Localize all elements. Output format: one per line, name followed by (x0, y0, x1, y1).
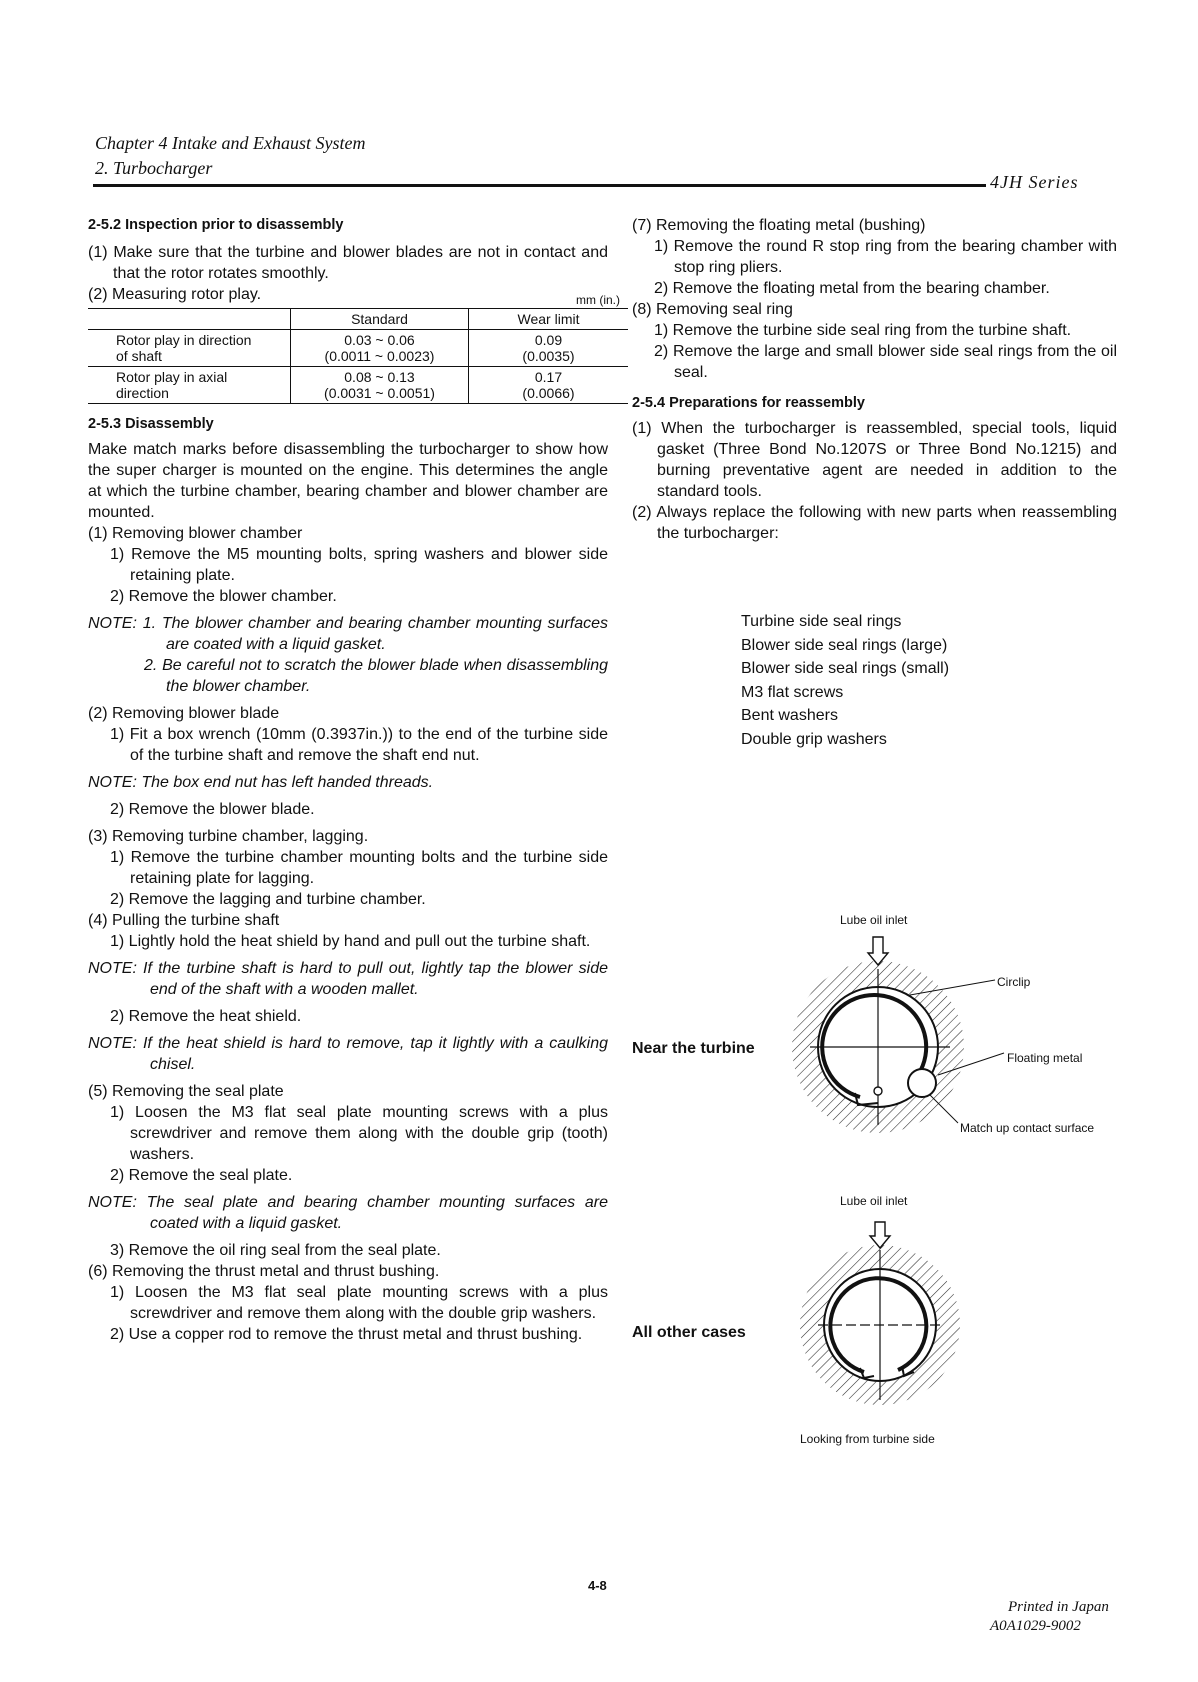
printed-in-label: Printed in Japan (1008, 1599, 1109, 1615)
row-standard: 0.03 ~ 0.06 (0.0011 ~ 0.0023) (291, 330, 469, 367)
step-4: (4) Pulling the turbine shaft (88, 912, 280, 929)
step-5-1: 1) Loosen the M3 flat seal plate mounting screws with a plus screwdriver and remove them along with the double grip (tooth) washers. (110, 1104, 608, 1163)
step-6-1: 1) Loosen the M3 flat seal plate mounting screws with a plus screwdriver and remove them along with the double grip washers. (110, 1284, 608, 1322)
step-3-1: 1) Remove the turbine chamber mounting bolts and the turbine side retaining plate for lagging. (110, 849, 608, 887)
step-7: (7) Removing the floating metal (bushing) (632, 217, 926, 234)
heading-inspection: 2-5.2 Inspection prior to disassembly (88, 217, 344, 233)
lube-inlet-arrow-icon (870, 1222, 890, 1248)
step-7-2: 2) Remove the floating metal from the bearing chamber. (654, 280, 1050, 297)
table-header-cell (88, 309, 291, 330)
list-item: Blower side seal rings (large) (741, 636, 948, 654)
lube-inlet-label-2: Lube oil inlet (840, 1194, 908, 1208)
step-8-1: 1) Remove the turbine side seal ring from the turbine shaft. (654, 322, 1072, 339)
chapter-title: Chapter 4 Intake and Exhaust System (95, 133, 366, 153)
step-6-2: 2) Use a copper rod to remove the thrust metal and thrust bushing. (110, 1326, 583, 1343)
step-7-1: 1) Remove the round R stop ring from the bearing chamber with stop ring pliers. (654, 238, 1117, 276)
other-cases-diagram (790, 1210, 990, 1410)
table-row (88, 367, 628, 404)
row-standard: 0.08 ~ 0.13 (0.0031 ~ 0.0051) (291, 367, 469, 404)
table-row (88, 330, 628, 367)
step-8-2: 2) Remove the large and small blower side seal rings from the oil seal. (654, 343, 1117, 381)
left-column (88, 215, 620, 1345)
match-surface-label: Match up contact surface (960, 1121, 1095, 1135)
step-2: (2) Removing blower blade (88, 705, 280, 722)
lube-inlet-label-1: Lube oil inlet (840, 913, 908, 927)
table-header-wear-limit: Wear limit (517, 311, 580, 327)
heading-disassembly: 2-5.3 Disassembly (88, 416, 214, 432)
step-6: (6) Removing the thrust metal and thrust bushing. (88, 1263, 440, 1280)
note-2: NOTE: The box end nut has left handed threads. (88, 774, 434, 791)
floating-metal-label: Floating metal (1007, 1051, 1083, 1065)
step-4-2: 2) Remove the heat shield. (110, 1008, 302, 1025)
document-code: A0A1029-9002 (990, 1618, 1081, 1634)
row-wear-limit: 0.09 (0.0035) (522, 332, 575, 364)
section-title: 2. Turbocharger (95, 158, 213, 178)
inspection-step-2: (2) Measuring rotor play. (88, 286, 262, 303)
disassembly-intro: Make match marks before disassembling the turbocharger to show how the super charger is mounted on the engine. This determines the angle at which the turbine chamber, bearing chamber and blower chamber are mounted. (88, 441, 608, 521)
list-item: M3 flat screws (741, 683, 844, 701)
step-8: (8) Removing seal ring (632, 301, 793, 318)
row-wear-limit: 0.17 (0.0066) (522, 369, 575, 401)
step-4-1: 1) Lightly hold the heat shield by hand and pull out the turbine shaft. (110, 933, 591, 950)
row-label: Rotor play in direction of shaft (116, 332, 252, 364)
note-4: NOTE: If the heat shield is hard to remove, tap it lightly with a caulking chisel. (88, 1035, 608, 1073)
near-turbine-diagram (790, 925, 1030, 1145)
step-5-3: 3) Remove the oil ring seal from the seal plate. (110, 1242, 441, 1259)
list-item: Turbine side seal rings (741, 613, 902, 630)
heading-preparations: 2-5.4 Preparations for reassembly (632, 395, 865, 411)
circlip-label: Circlip (997, 975, 1031, 989)
step-5-2: 2) Remove the seal plate. (110, 1167, 293, 1184)
list-item: Blower side seal rings (small) (741, 660, 950, 677)
inspection-step-1: (1) Make sure that the turbine and blower blades are not in contact and that the rotor rotates smoothly. (88, 244, 608, 282)
series-label: 4JH Series (990, 172, 1079, 192)
step-3-2: 2) Remove the lagging and turbine chamber. (110, 891, 426, 908)
step-2-2: 2) Remove the blower blade. (110, 801, 315, 818)
note-1b: 2. Be careful not to scratch the blower blade when disassembling the blower chamber. (144, 657, 608, 695)
header-rule (93, 184, 986, 187)
all-other-cases-label: All other cases (632, 1324, 746, 1341)
note-5: NOTE: The seal plate and bearing chamber mounting surfaces are coated with a liquid gasket. (88, 1194, 608, 1232)
step-5: (5) Removing the seal plate (88, 1083, 284, 1100)
right-column (632, 215, 1117, 544)
prep-step-1: (1) When the turbocharger is reassembled, special tools, liquid gasket (Three Bond No.1207S or Three Bond No.1215) and burning preventative agent are needed in addition to the standard tools. (632, 420, 1117, 500)
step-1-2: 2) Remove the blower chamber. (110, 588, 337, 605)
page-number: 4-8 (588, 1578, 607, 1593)
near-turbine-label: Near the turbine (632, 1040, 755, 1057)
step-1: (1) Removing blower chamber (88, 525, 303, 542)
table-header-standard: Standard (291, 309, 469, 330)
prep-step-2: (2) Always replace the following with new parts when reassembling the turbocharger: (632, 504, 1117, 542)
step-2-1: 1) Fit a box wrench (10mm (0.3937in.)) to the end of the turbine side of the turbine shaft and remove the shaft end nut. (110, 726, 608, 764)
row-label: Rotor play in axial direction (116, 369, 228, 401)
unit-label: mm (in.) (576, 293, 620, 307)
note-1a: NOTE: 1. The blower chamber and bearing chamber mounting surfaces are coated with a liquid gasket. (88, 615, 608, 653)
step-3: (3) Removing turbine chamber, lagging. (88, 828, 369, 845)
list-item: Double grip washers (741, 730, 887, 748)
lube-inlet-arrow-icon (868, 937, 888, 965)
note-3: NOTE: If the turbine shaft is hard to pull out, lightly tap the blower side end of the shaft with a wooden mallet. (88, 960, 608, 998)
step-1-1: 1) Remove the M5 mounting bolts, spring washers and blower side retaining plate. (110, 546, 608, 584)
replacement-parts-list (741, 610, 949, 751)
rotor-play-table (88, 308, 628, 404)
list-item: Bent washers (741, 707, 838, 724)
table-header-row (88, 309, 628, 330)
looking-from-label: Looking from turbine side (800, 1432, 935, 1446)
